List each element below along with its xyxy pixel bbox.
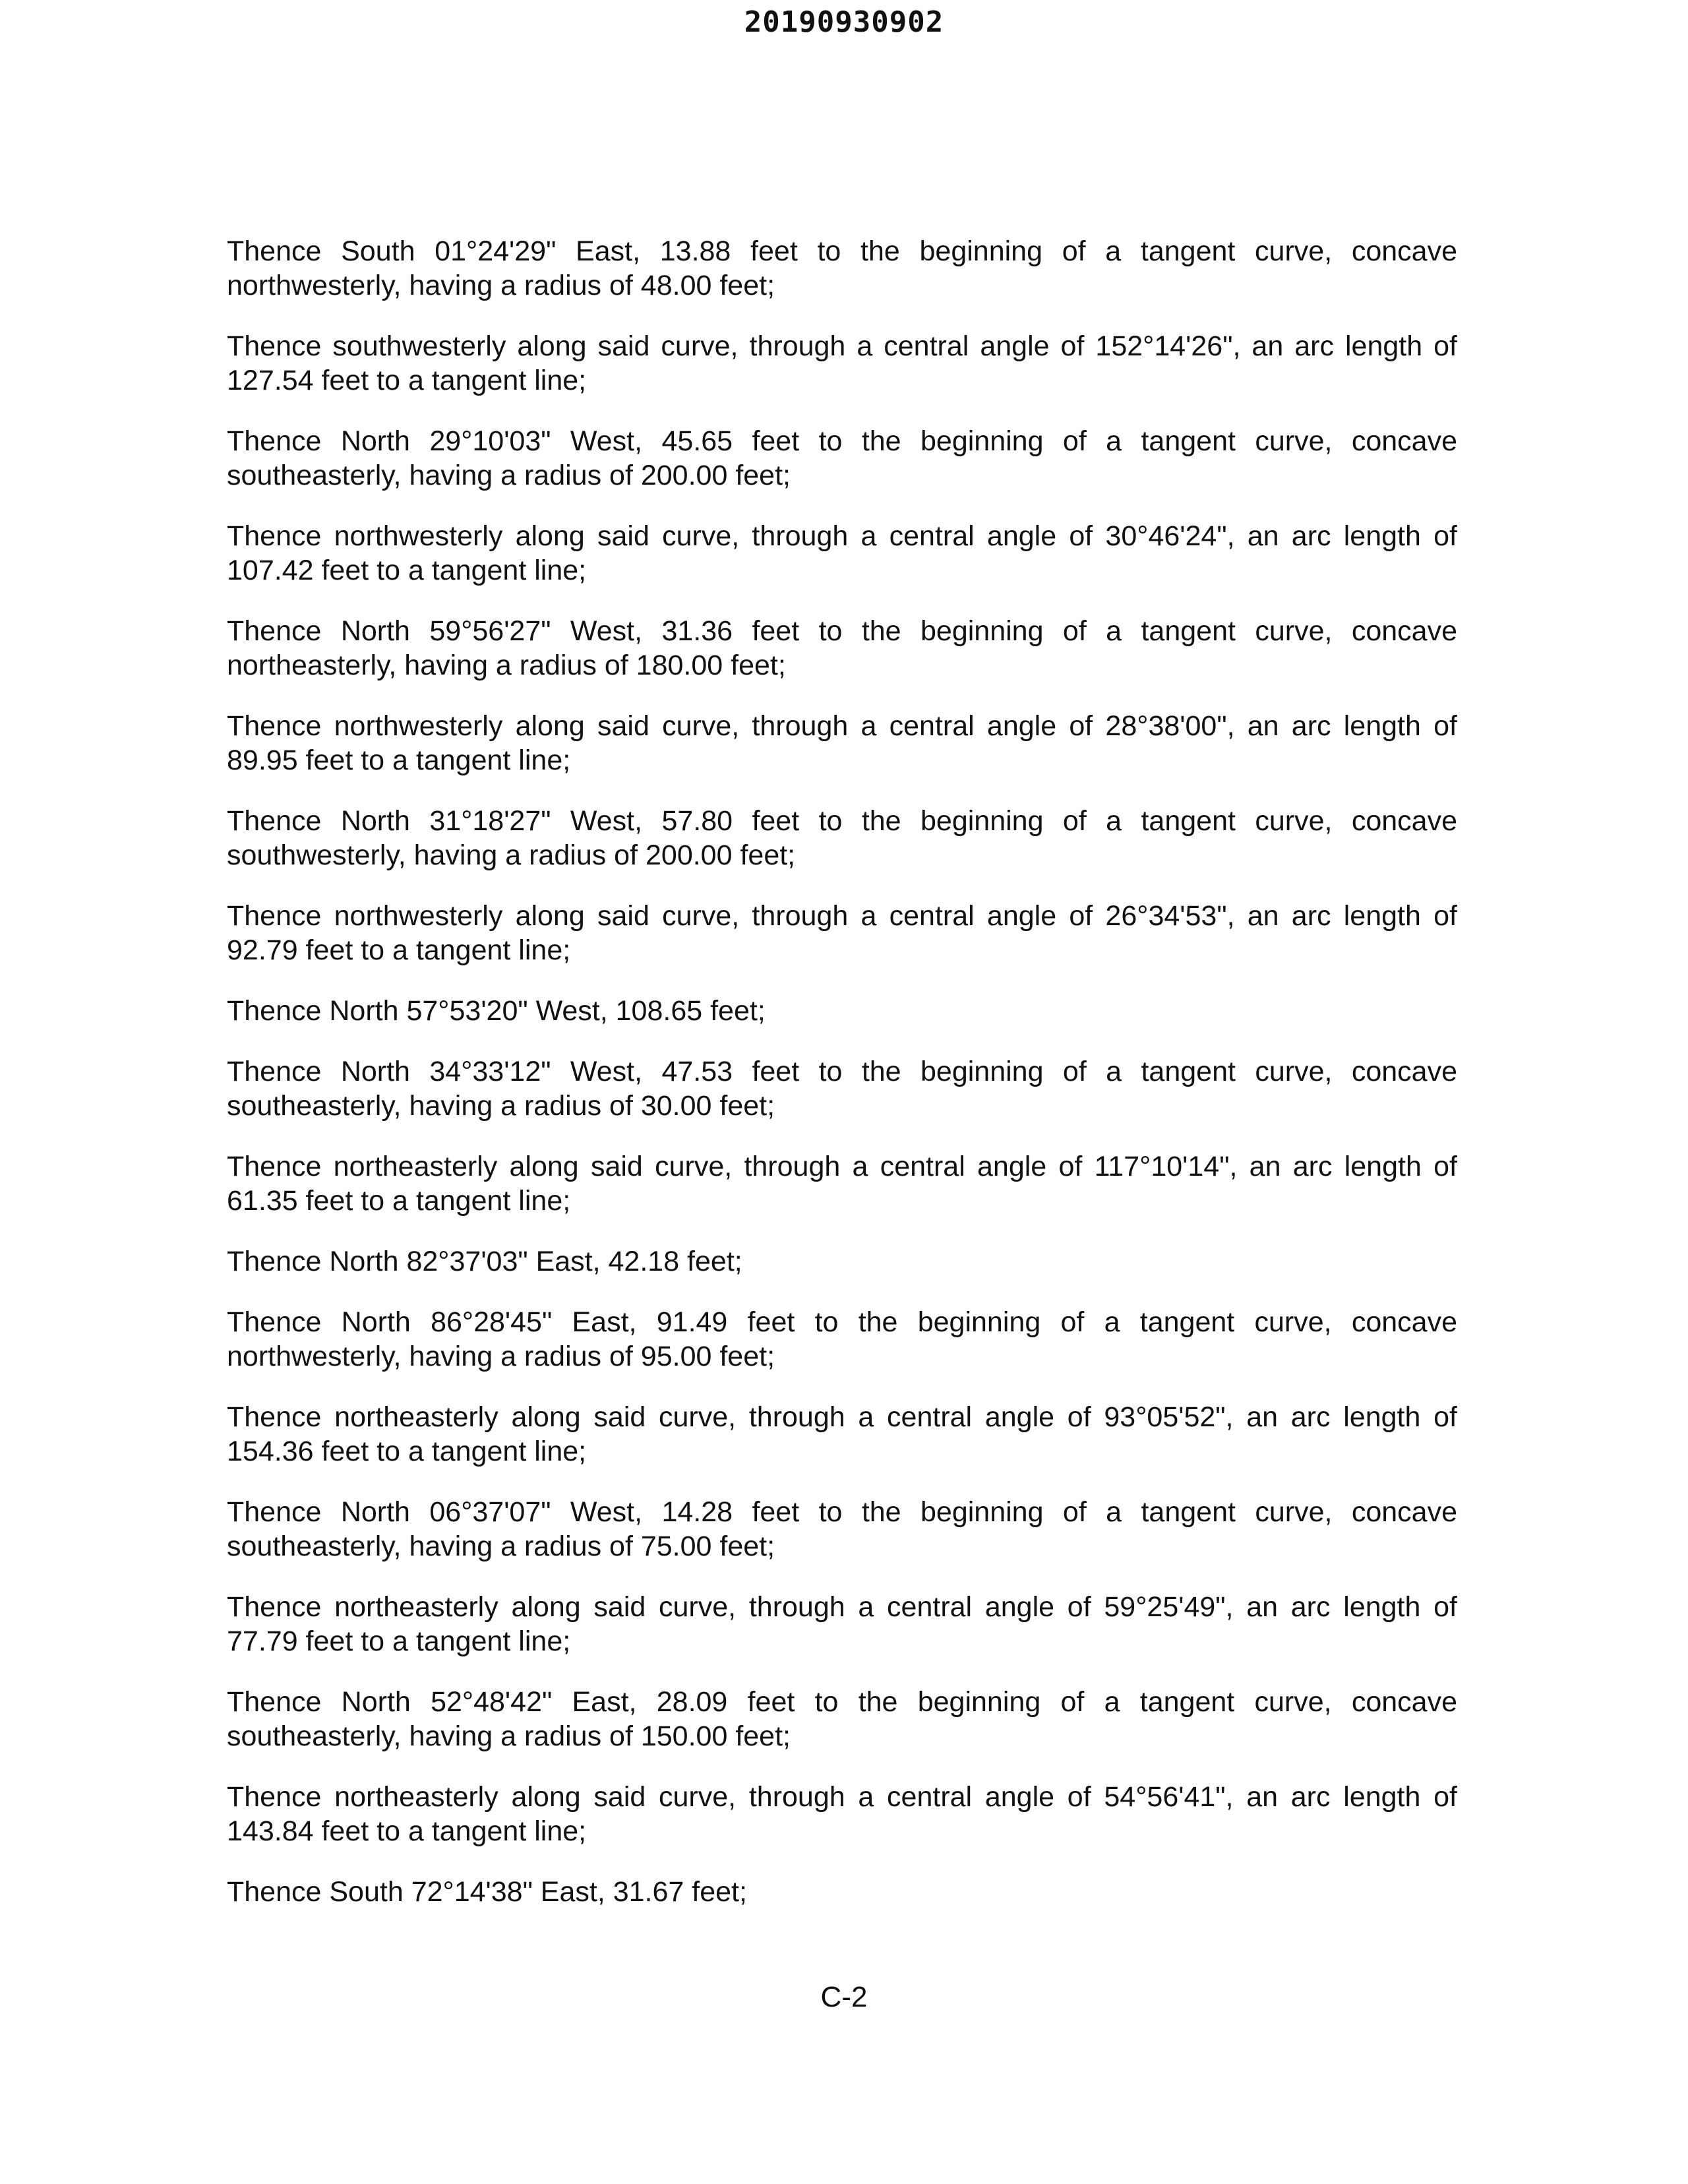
course-paragraph: Thence North 52°48'42" East, 28.09 feet to the beginning of a tangent curve, concave southeasterly, having a radius of 150.00 feet; [227,1686,1457,1752]
course-paragraph: Thence North 06°37'07" West, 14.28 feet to the beginning of a tangent curve, concave southeasterly, having a radius of 75.00 feet; [227,1496,1457,1562]
course-paragraph: Thence northeasterly along said curve, through a central angle of 93°05'52", an arc length of 154.36 feet to a tangent line; [227,1401,1457,1467]
legal-description-body [227,234,1457,1935]
document-number: 20190930902 [744,5,944,39]
course-paragraph: Thence South 72°14'38" East, 31.67 feet; [227,1876,747,1908]
course-paragraph: Thence northeasterly along said curve, through a central angle of 117°10'14", an arc length of 61.35 feet to a tangent line; [227,1151,1457,1217]
course-paragraph: Thence northeasterly along said curve, through a central angle of 59°25'49", an arc length of 77.79 feet to a tangent line; [227,1591,1457,1657]
course-paragraph: Thence North 34°33'12" West, 47.53 feet to the beginning of a tangent curve, concave southeasterly, having a radius of 30.00 feet; [227,1056,1457,1122]
course-paragraph: Thence North 29°10'03" West, 45.65 feet to the beginning of a tangent curve, concave southeasterly, having a radius of 200.00 feet; [227,425,1457,491]
course-paragraph: Thence South 01°24'29" East, 13.88 feet to the beginning of a tangent curve, concave northwesterly, having a radius of 48.00 feet; [227,235,1457,301]
course-paragraph: Thence North 86°28'45" East, 91.49 feet to the beginning of a tangent curve, concave northwesterly, having a radius of 95.00 feet; [227,1306,1457,1372]
course-paragraph: Thence North 59°56'27" West, 31.36 feet to the beginning of a tangent curve, concave northeasterly, having a radius of 180.00 feet; [227,615,1457,681]
course-paragraph: Thence northwesterly along said curve, through a central angle of 30°46'24", an arc length of 107.42 feet to a tangent line; [227,520,1457,586]
course-paragraph: Thence northeasterly along said curve, through a central angle of 54°56'41", an arc length of 143.84 feet to a tangent line; [227,1781,1457,1847]
course-paragraph: Thence northwesterly along said curve, through a central angle of 26°34'53", an arc length of 92.79 feet to a tangent line; [227,900,1457,966]
page-number: C-2 [820,1981,868,2013]
course-paragraph: Thence northwesterly along said curve, through a central angle of 28°38'00", an arc length of 89.95 feet to a tangent line; [227,710,1457,776]
course-paragraph: Thence North 31°18'27" West, 57.80 feet to the beginning of a tangent curve, concave southwesterly, having a radius of 200.00 feet; [227,805,1457,871]
course-paragraph: Thence North 82°37'03" East, 42.18 feet; [227,1246,742,1277]
course-paragraph: Thence southwesterly along said curve, through a central angle of 152°14'26", an arc length of 127.54 feet to a tangent line; [227,330,1457,396]
course-paragraph: Thence North 57°53'20" West, 108.65 feet; [227,995,766,1027]
